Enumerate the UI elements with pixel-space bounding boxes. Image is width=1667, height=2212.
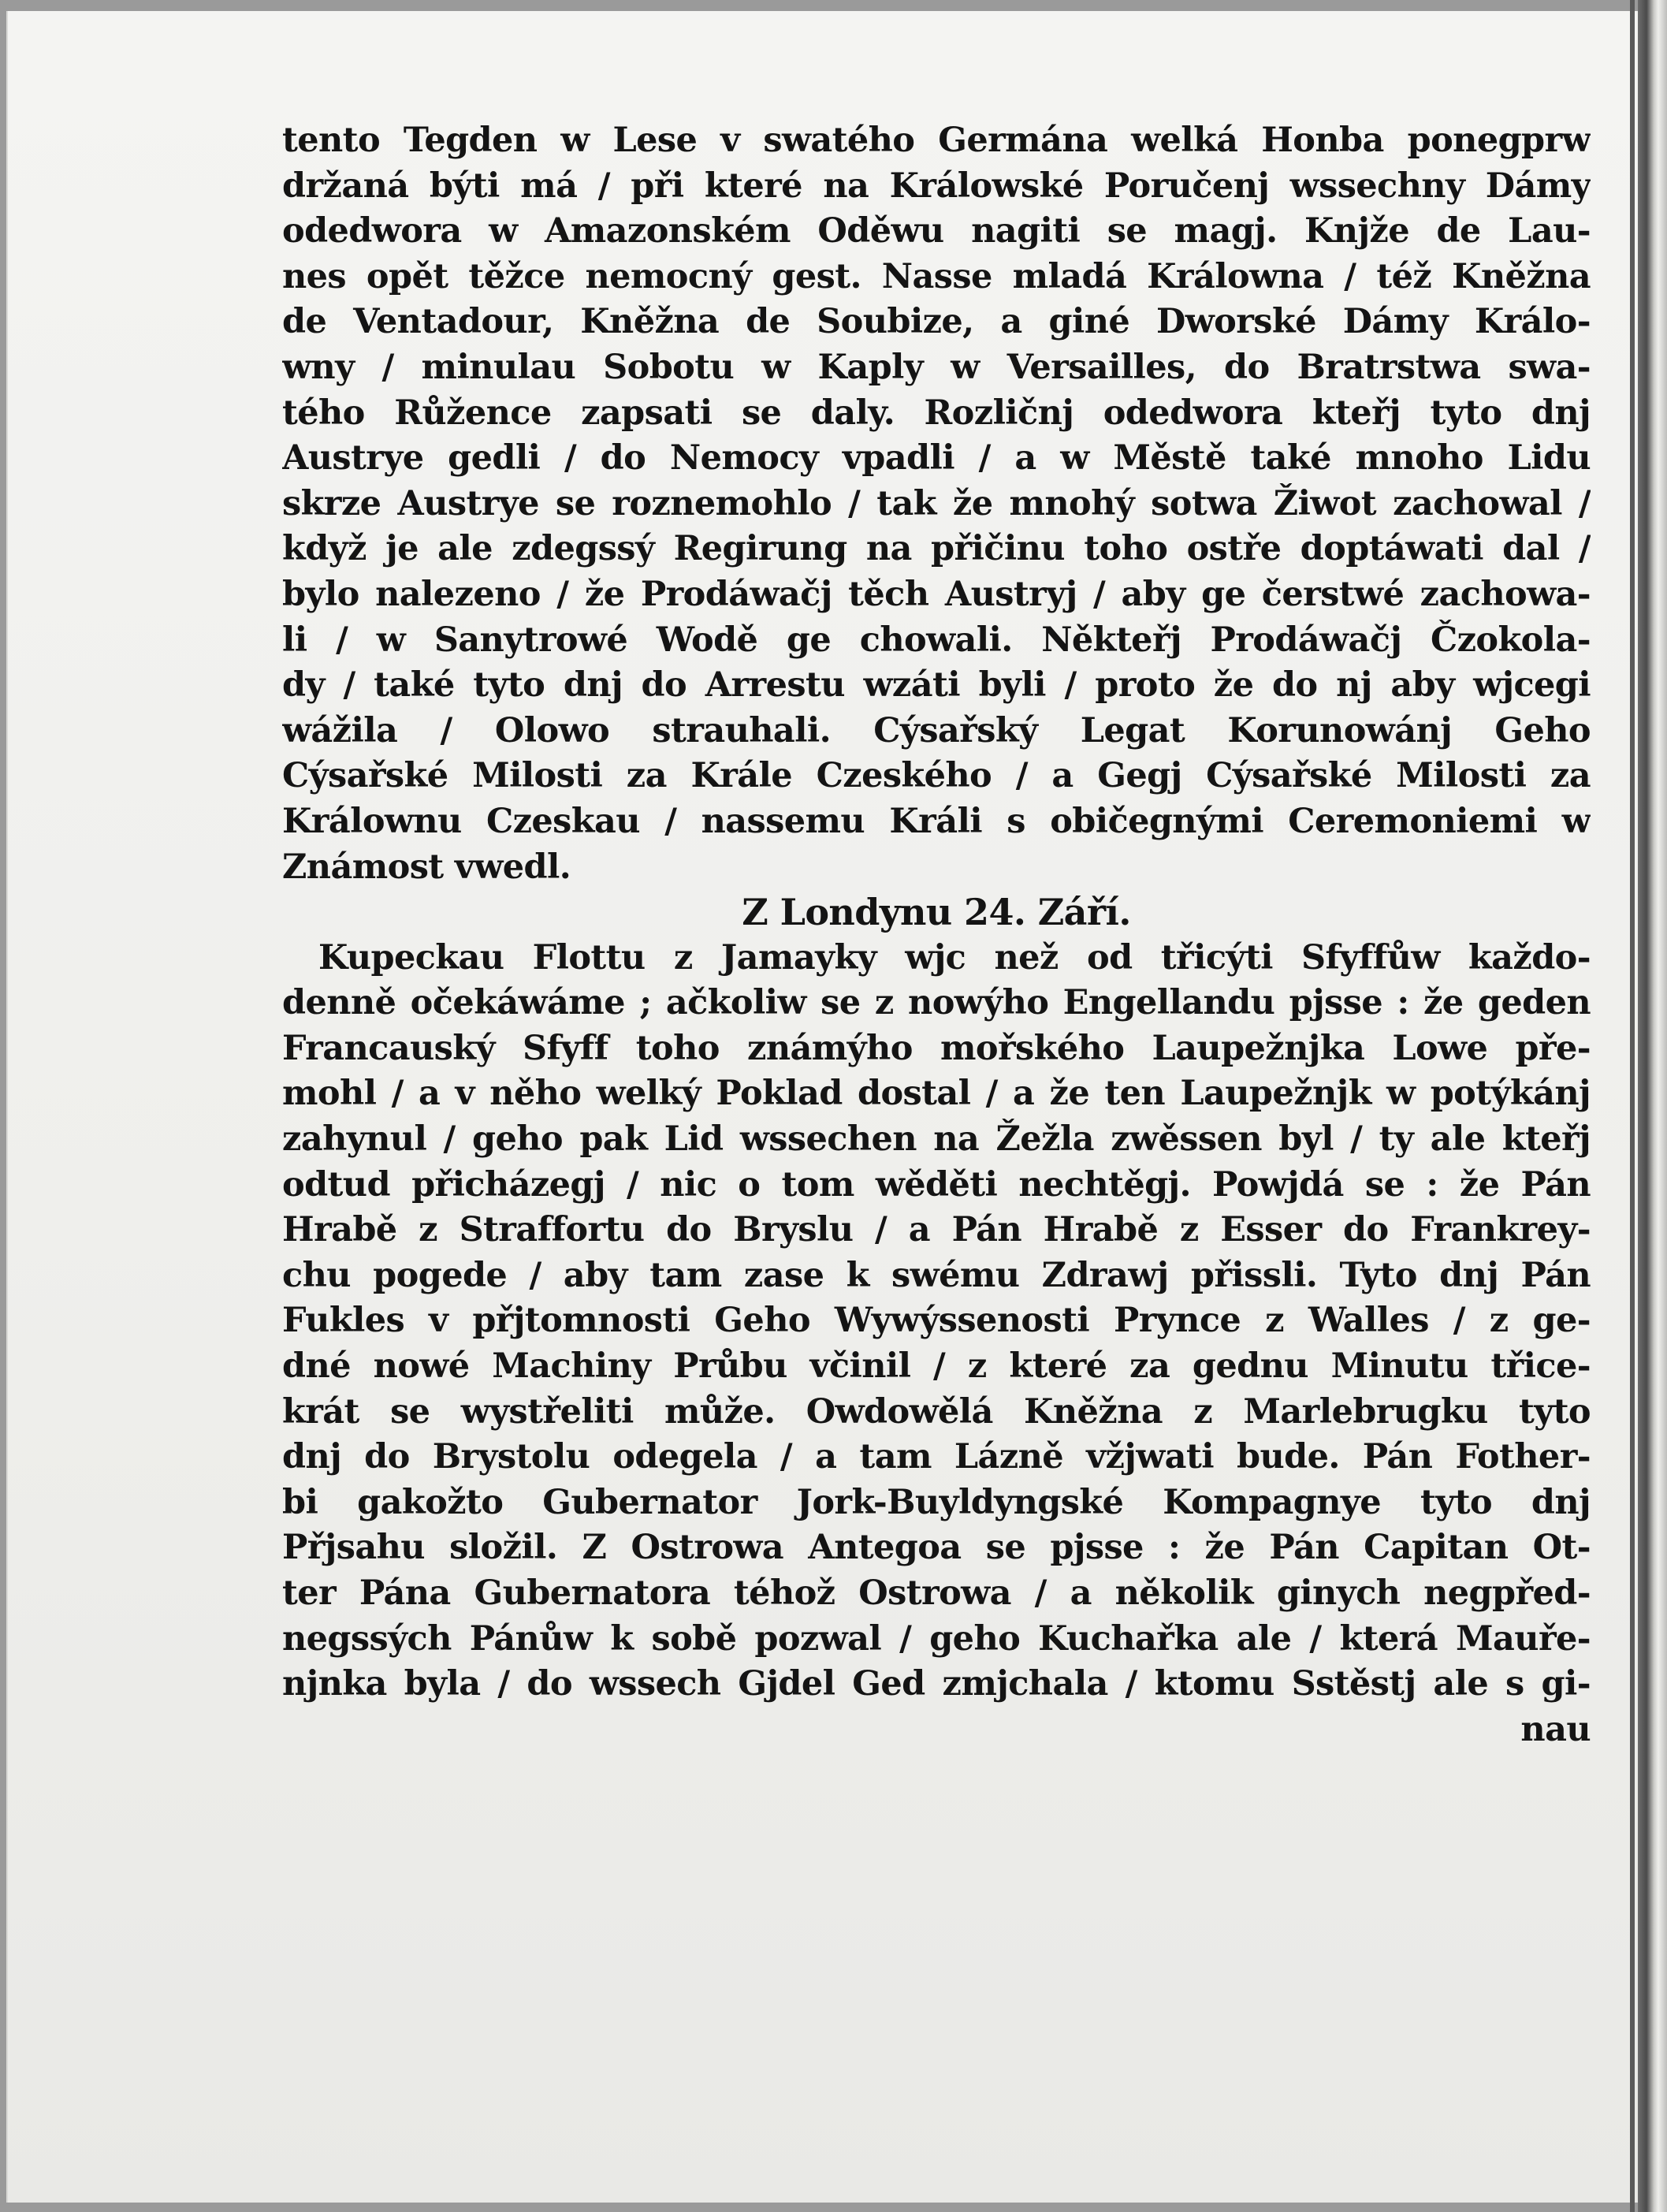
text-line: tento Tegden w Lese v swatého Germána welká Honba ponegprw [282, 121, 1591, 160]
text-line: krát se wystřeliti může. Owdowělá Kněžna z Marlebrugku tyto [282, 1391, 1591, 1432]
text-line: mohl / a v něho welký Poklad dostal / a že ten Laupežnjk w potýkánj [282, 1074, 1591, 1114]
text-line: dy / také tyto dnj do Arrestu wzáti byli / proto že do nj aby wjcegi [282, 665, 1591, 706]
text-line: denně očekáwáme ; ačkoliw se z nowýho Engellandu pjsse : že geden [282, 983, 1591, 1023]
text-line: njnka byla / do wssech Gjdel Ged zmjchala / ktomu Sstěstj ale s gi- [282, 1664, 1591, 1704]
text-line: držaná býti má / při které na Králowské Poručenj wssechny Dámy [282, 166, 1591, 206]
text-line: negssých Pánůw k sobě pozwal / geho Kuchařka ale / která Mauře- [282, 1618, 1591, 1659]
text-line: Známost vwedl. [282, 847, 571, 887]
section-heading: Z Londynu 24. Září. [742, 891, 1131, 934]
catchword: nau [1520, 1709, 1591, 1749]
text-line: bi gakožto Gubernator Jork-Buyldyngské Kompagnye tyto dnj [282, 1482, 1591, 1522]
text-line: de Ventadour, Kněžna de Soubize, a giné Dworské Dámy Králo- [282, 302, 1591, 342]
text-line: dnj do Brystolu odegela / a tam Lázně vžjwati bude. Pán Fother- [282, 1437, 1591, 1477]
text-line: tého Růžence zapsati se daly. Rozličnj odedwora kteřj tyto dnj [282, 393, 1591, 433]
text-line: ter Pána Gubernatora téhož Ostrowa / a několik ginych negpřed- [282, 1573, 1591, 1613]
text-line: zahynul / geho pak Lid wssechen na Žežla zwěssen byl / ty ale kteřj [282, 1119, 1591, 1160]
text-line: wny / minulau Sobotu w Kaply w Versailles, do Bratrstwa swa- [282, 347, 1591, 387]
text-line: Francauský Sfyff toho známýho mořského Laupežnjka Lowe pře- [282, 1028, 1591, 1068]
text-line: odedwora w Amazonském Oděwu nagiti se magj. Knjže de Lau- [282, 211, 1591, 251]
text-line: bylo nalezeno / že Prodáwačj těch Austryj / aby ge čerstwé zachowa- [282, 574, 1591, 614]
text-line: nes opět těžce nemocný gest. Nasse mladá Králowna / též Kněžna [282, 256, 1591, 296]
text-line: dné nowé Machiny Průbu včinil / z které za gednu Minutu třice- [282, 1346, 1591, 1387]
text-line: wážila / Olowo strauhali. Cýsařský Legat Korunowánj Geho [282, 710, 1591, 750]
text-line: Kupeckau Flottu z Jamayky wjc než od třicýti Sfyffůw každo- [318, 937, 1591, 978]
text-line: odtud přicházegj / nic o tom wěděti nechtěgj. Powjdá se : že Pán [282, 1164, 1591, 1205]
text-line: Austrye gedli / do Nemocy vpadli / a w Městě také mnoho Lidu [282, 438, 1591, 479]
text-line: skrze Austrye se roznemohlo / tak že mnohý sotwa Žiwot zachowal / [282, 483, 1591, 523]
text-line: li / w Sanytrowé Wodě ge chowali. Někteřj Prodáwačj Čzokola- [282, 620, 1591, 660]
text-line: chu pogede / aby tam zase k swému Zdrawj přissli. Tyto dnj Pán [282, 1255, 1591, 1295]
page-edge-shadow [1630, 0, 1635, 2212]
text-line: Hrabě z Straffortu do Bryslu / a Pán Hrabě z Esser do Frankrey- [282, 1210, 1591, 1250]
text-line: Cýsařské Milosti za Krále Czeského / a Gegj Cýsařské Milosti za [282, 756, 1591, 796]
book-gutter [1638, 0, 1667, 2212]
text-block [282, 118, 1591, 1752]
text-line: když je ale zdegssý Regirung na přičinu toho ostře doptáwati dal / [282, 529, 1591, 569]
text-line: Králownu Czeskau / nassemu Králi s običegnými Ceremoniemi w [282, 801, 1591, 841]
text-line: Fukles v přjtomnosti Geho Wywýssenosti Prynce z Walles / z ge- [282, 1301, 1591, 1341]
text-line: Přjsahu složil. Z Ostrowa Antegoa se pjsse : že Pán Capitan Ot- [282, 1528, 1591, 1568]
